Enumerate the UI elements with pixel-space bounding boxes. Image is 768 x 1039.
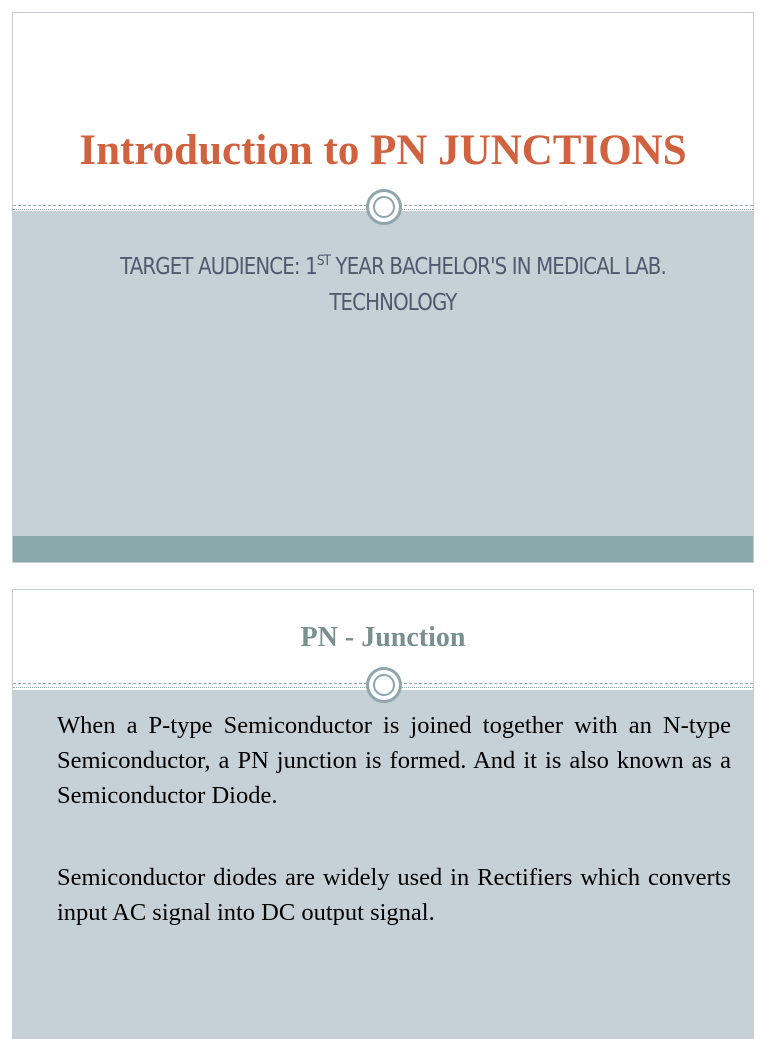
slide-1-title: Introduction to PN JUNCTIONS	[79, 127, 687, 174]
slide-2-text	[57, 708, 731, 977]
paragraph: When a P-type Semiconductor is joined together with an N-type Semiconductor, a PN junction is formed. And it is also known as a Semiconductor Diode.	[57, 712, 731, 809]
slide-1	[12, 12, 754, 563]
ring-ornament-icon	[366, 667, 402, 703]
subtitle-superscript: ST	[316, 253, 331, 269]
slide-2-title: PN - Junction	[300, 622, 466, 653]
slide-footer-bar	[13, 536, 753, 562]
slide-1-header	[13, 13, 753, 205]
subtitle-prefix: TARGET AUDIENCE: 1	[120, 254, 317, 280]
slide-1-subtitle	[109, 243, 677, 321]
subtitle-suffix: YEAR BACHELOR'S IN MEDICAL LAB. TECHNOLOGY	[329, 254, 666, 316]
slide-2	[12, 589, 754, 1039]
ring-ornament-icon	[366, 189, 402, 225]
paragraph: Semiconductor diodes are widely used in Rectifiers which converts input AC signal into DC output signal.	[57, 864, 731, 926]
